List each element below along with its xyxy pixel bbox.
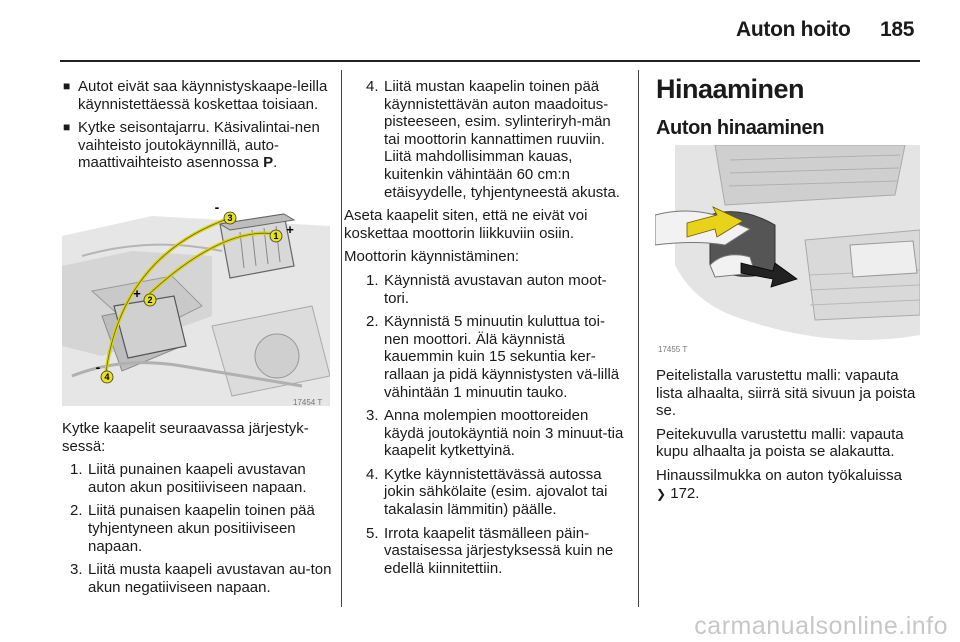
column-divider-1 bbox=[341, 70, 342, 607]
column-3 bbox=[656, 74, 924, 140]
step-text: Käynnistä avustavan auton moot-tori. bbox=[384, 271, 607, 307]
bullet-item bbox=[62, 119, 330, 172]
step-number: 1. bbox=[70, 461, 83, 479]
step-number: 4. bbox=[366, 78, 379, 95]
step-number: 3. bbox=[70, 561, 83, 579]
numbered-step bbox=[358, 525, 626, 578]
bullet-text: Autot eivät saa käynnistyskaape-leilla käynnistettäessä koskettaa toisiaan. bbox=[78, 78, 328, 113]
bullet-end: . bbox=[273, 154, 278, 172]
step-number: 1. bbox=[366, 271, 379, 289]
step-number: 2. bbox=[366, 313, 379, 331]
step-number: 2. bbox=[70, 502, 83, 520]
numbered-step bbox=[358, 466, 626, 519]
paragraph: Peitekuvulla varustettu malli: vapauta kupu alhaalta ja poista se alakautta. bbox=[656, 425, 904, 461]
step-text: Liitä punaisen kaapelin toinen pää tyhjentyneen akun positiiviseen napaan. bbox=[88, 502, 315, 555]
paragraph: Hinaussilmukka on auton työkaluissa ❯ 172. bbox=[656, 466, 902, 502]
figure-code: 17454 T bbox=[293, 398, 323, 407]
step-number: 3. bbox=[366, 407, 379, 425]
header-rule bbox=[60, 60, 920, 62]
numbered-step bbox=[358, 313, 626, 401]
paragraph: Aseta kaapelit siten, että ne eivät voi koskettaa moottorin liikkuviin osiin. bbox=[344, 207, 588, 242]
bullet-square-icon: ■ bbox=[63, 79, 71, 93]
step-number: 4. bbox=[366, 465, 379, 483]
step-text: Liitä mustan kaapelin toinen pää käynnistettävän auton maadoitus-pisteeseen, esim. sylinteriryh-män tai moottorin kannattimen ruuviin. Liitä mahdollisimman kauas, kuitenkin vähintään 60 cm:n etäisyydelle, tyhjentyneestä akusta. bbox=[384, 78, 620, 201]
watermark: carmanualsonline.info bbox=[694, 612, 948, 640]
page-reference-arrow-icon: ❯ bbox=[656, 486, 667, 501]
towing-illustration bbox=[655, 145, 920, 355]
callout-4-label: 4 bbox=[104, 372, 110, 382]
numbered-step bbox=[62, 461, 332, 496]
numbered-step bbox=[358, 407, 626, 460]
bullet-item bbox=[62, 78, 330, 113]
step-text: Irrota kaapelit täsmälleen päin-vastaisessa järjestyksessä kuin ne edellä kiinnitettiin. bbox=[384, 524, 614, 577]
bullet-square-icon: ■ bbox=[63, 120, 71, 135]
numbered-step bbox=[358, 78, 626, 201]
column-3-lower bbox=[656, 367, 924, 509]
page-number: 185 bbox=[880, 18, 915, 41]
paragraph: Peitelistalla varustettu malli: vapauta lista alhaalta, siirrä sitä sivuun ja poista se. bbox=[656, 367, 916, 420]
column-divider-2 bbox=[638, 70, 639, 607]
numbered-step bbox=[358, 272, 626, 307]
callout-1-label: 1 bbox=[273, 231, 279, 241]
intro-text: Kytke kaapelit seuraavassa järjestyk-sessä: bbox=[62, 420, 309, 455]
column-2 bbox=[344, 78, 626, 583]
paragraph: Moottorin käynnistäminen: bbox=[344, 248, 520, 266]
numbered-step bbox=[62, 502, 332, 555]
step-text: Käynnistä 5 minuutin kuluttua toi-nen moottori. Älä käynnistä kauemmin kuin 15 sekuntia ker-rallaan ja pidä käynnistysten vä-lillä vähintään 1 minuutin tauko. bbox=[384, 313, 620, 401]
step-text: Anna molempien moottoreiden käydä joutokäyntiä noin 3 minuut-tia kaapelit kytkettyinä. bbox=[384, 407, 624, 460]
step-text: Liitä musta kaapeli avustavan au-ton akun negatiiviseen napaan. bbox=[88, 561, 332, 596]
step-text: Kytke käynnistettävässä autossa jokin sähkölaite (esim. ajovalot tai takalasin lämmitin) päälle. bbox=[384, 465, 608, 519]
callout-3-sign: - bbox=[214, 199, 220, 215]
callout-2-label: 2 bbox=[147, 295, 153, 305]
gear-position-p: P bbox=[263, 154, 274, 172]
callout-4-sign: - bbox=[95, 359, 101, 375]
callout-1-sign: + bbox=[286, 222, 294, 237]
column-1-lower bbox=[62, 420, 332, 602]
step-number: 5. bbox=[366, 524, 379, 542]
figure-code: 17455 T bbox=[658, 345, 688, 354]
running-header-title: Auton hoito bbox=[736, 18, 851, 41]
bullet-text: Kytke seisontajarru. Käsivalintai-nen vaihteisto joutokäynnillä, auto-maattivaihteisto asennossa bbox=[78, 119, 320, 172]
column-1 bbox=[62, 78, 330, 178]
numbered-step bbox=[62, 561, 332, 596]
step-text: Liitä punainen kaapeli avustavan auton akun positiiviseen napaan. bbox=[88, 461, 307, 496]
subsection-heading: Auton hinaaminen bbox=[656, 117, 825, 139]
callout-2-sign: + bbox=[133, 286, 141, 301]
section-heading: Hinaaminen bbox=[656, 74, 805, 104]
jump-start-illustration bbox=[62, 196, 330, 406]
callout-3-label: 3 bbox=[227, 213, 233, 223]
